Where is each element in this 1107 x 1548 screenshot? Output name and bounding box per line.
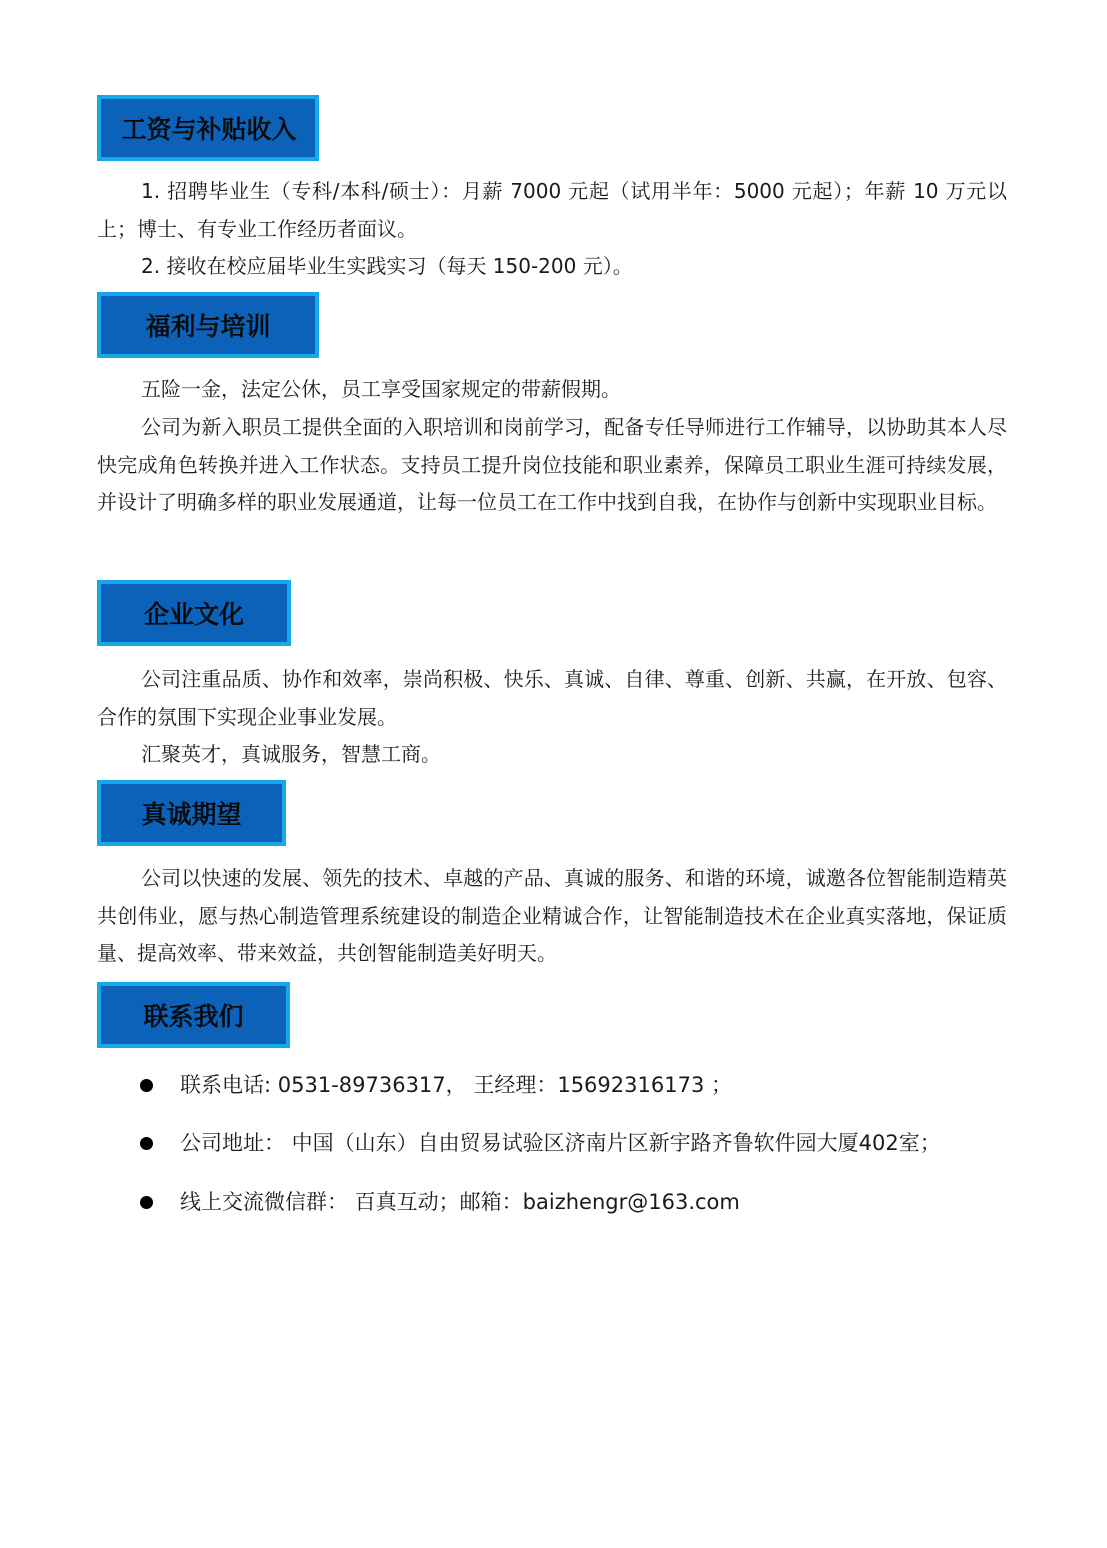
contact-item-wechat-email [140, 1187, 740, 1217]
bullet-dot-icon [140, 1196, 153, 1209]
section-heading-hope: 真诚期望 [97, 780, 286, 846]
section-heading-contact: 联系我们 [97, 982, 290, 1048]
salary-line-1: 1. 招聘毕业生（专科/本科/硕士）：月薪 7000 元起（试用半年：5000 元起）；年薪 10 万元以上；博士、有专业工作经历者面议。 [97, 179, 1007, 241]
contact-address-text: 公司地址： 中国（山东）自由贸易试验区济南片区新宇路齐鲁软件园大厦402室； [180, 1131, 941, 1155]
benefits-paragraph-1: 五险一金，法定公休，员工享受国家规定的带薪假期。 [141, 377, 621, 401]
section-heading-culture: 企业文化 [97, 580, 291, 646]
salary-line-2: 2. 接收在校应届毕业生实践实习（每天 150-200 元）。 [141, 254, 633, 278]
culture-paragraph-2: 汇聚英才，真诚服务，智慧工商。 [141, 742, 441, 766]
bullet-dot-icon [140, 1137, 153, 1150]
bullet-dot-icon [140, 1079, 153, 1092]
section-heading-benefits: 福利与培训 [97, 292, 319, 358]
contact-wechat-email-text: 线上交流微信群： 百真互动；邮箱：baizhengr@163.com [180, 1190, 740, 1214]
culture-paragraph-1: 公司注重品质、协作和效率，崇尚积极、快乐、真诚、自律、尊重、创新、共赢，在开放、包容、合作的氛围下实现企业事业发展。 [97, 667, 1007, 729]
contact-phone-text: 联系电话: 0531-89736317， 王经理：15692316173 ； [180, 1073, 732, 1097]
contact-item-phone [140, 1070, 732, 1100]
section-heading-salary: 工资与补贴收入 [97, 95, 319, 161]
benefits-paragraph-2: 公司为新入职员工提供全面的入职培训和岗前学习，配备专任导师进行工作辅导，以协助其本人尽快完成角色转换并进入工作状态。支持员工提升岗位技能和职业素养，保障员工职业生涯可持续发展，并设计了明确多样的职业发展通道，让每一位员工在工作中找到自我，在协作与创新中实现职业目标。 [97, 415, 1007, 514]
contact-item-address [140, 1128, 941, 1158]
hope-paragraph-1: 公司以快速的发展、领先的技术、卓越的产品、真诚的服务、和谐的环境，诚邀各位智能制造精英共创伟业，愿与热心制造管理系统建设的制造企业精诚合作，让智能制造技术在企业真实落地，保证质量、提高效率、带来效益，共创智能制造美好明天。 [97, 866, 1007, 965]
